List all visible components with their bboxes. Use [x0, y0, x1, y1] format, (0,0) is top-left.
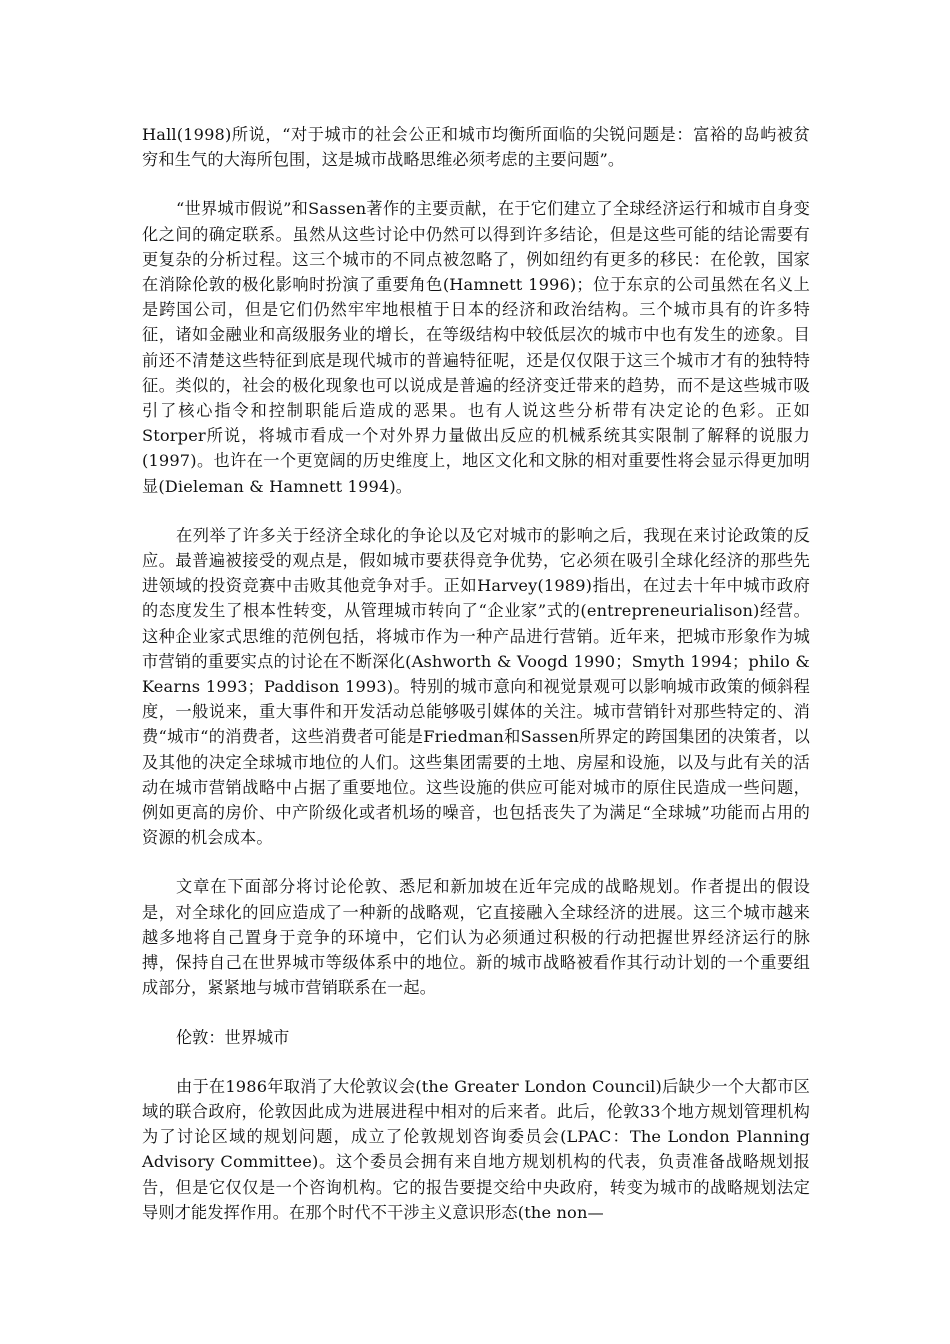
paragraph-gap — [142, 850, 810, 874]
paragraph-strategy-intro: 文章在下面部分将讨论伦敦、悉尼和新加坡在近年完成的战略规划。作者提出的假设是，对全球化的回应造成了一种新的战略观，它直接融入全球经济的进展。这三个城市越来越多地将自己置身于竞争的环境中，它们认为必须通过积极的行动把握世界经济运行的脉搏，保持自己在世界城市等级体系中的地位。新的城市战略被看作其行动计划的一个重要组成部分，紧紧地与城市营销联系在一起。 — [142, 877, 810, 998]
paragraph-world-city-hypothesis: “世界城市假说”和Sassen著作的主要贡献，在于它们建立了全球经济运行和城市自身变化之间的确定联系。虽然从这些讨论中仍然可以得到许多结论，但是这些可能的结论需要有更复杂的分析过程。这三个城市的不同点被忽略了，例如纽约有更多的移民：在伦敦，国家在消除伦敦的极化影响时扮演了重要角色(Hamnett 1996)；位于东京的公司虽然在名义上是跨国公司，但是它们仍然牢牢地根植于日本的经济和政治结构。三个城市具有的许多特征，诸如金融业和高级服务业的增长，在等级结构中较低层次的城市中也有发生的迹象。目前还不清楚这些特征到底是现代城市的普遍特征呢，还是仅仅限于这三个城市才有的独特特征。类似的，社会的极化现象也可以说成是普遍的经济变迁带来的趋势，而不是这些城市吸引了核心指令和控制职能后造成的恶果。也有人说这些分析带有决定论的色彩。正如Storper所说，将城市看成一个对外界力量做出反应的机械系统其实限制了解释的说服力(1997)。也许在一个更宽阔的历史维度上，地区文化和文脉的相对重要性将会显示得更加明显(Dieleman & Hamnett 1994)。 — [142, 199, 810, 496]
paragraph-gap — [142, 1050, 810, 1074]
paragraph-policy-response: 在列举了许多关于经济全球化的争论以及它对城市的影响之后，我现在来讨论政策的反应。最普遍被接受的观点是，假如城市要获得竞争优势，它必须在吸引全球化经济的那些先进领域的投资竞赛中击败其他竞争对手。正如Harvey(1989)指出，在过去十年中城市政府的态度发生了根本性转变，从管理城市转向了“企业家”式的(entrepreneurialison)经营。这种企业家式思维的范例包括，将城市作为一种产品进行营销。近年来，把城市形象作为城市营销的重要实点的讨论在不断深化(Ashworth & Voogd 1990；Smyth 1994；philo & Kearns 1993；Paddison 1993)。特别的城市意向和视觉景观可以影响城市政策的倾斜程度，一般说来，重大事件和开发活动总能够吸引媒体的关注。城市营销针对那些特定的、消费“城市“的消费者，这些消费者可能是Friedman和Sassen所界定的跨国集团的决策者，以及其他的决定全球城市地位的人们。这些集团需要的土地、房屋和设施，以及与此有关的活动在城市营销战略中占据了重要地位。这些设施的供应可能对城市的原住民造成一些问题，例如更高的房价、中产阶级化或者机场的噪音，也包括丧失了为满足“全球城”功能而占用的资源的机会成本。 — [142, 525, 810, 848]
section-heading-london: 伦敦：世界城市 — [176, 1027, 290, 1047]
paragraph-gap — [142, 172, 810, 196]
document-page — [142, 122, 810, 1225]
paragraph-london-lpac: 由于在1986年取消了大伦敦议会(the Greater London Council)后缺少一个大都市区域的联合政府，伦敦因此成为进展进程中相对的后来者。此后，伦敦33个地方规划管理机构为了讨论区域的规划问题，成立了伦敦规划咨询委员会(LPAC：The London Planning Advisory Committee)。这个委员会拥有来自地方规划机构的代表，负责准备战略规划报告，但是它仅仅是一个咨询机构。它的报告要提交给中央政府，转变为城市的战略规划法定导则才能发挥作用。在那个时代不干涉主义意识形态(the non— — [142, 1076, 810, 1222]
paragraph-hall-quote: Hall(1998)所说，“对于城市的社会公正和城市均衡所面临的尖锐问题是：富裕的岛屿被贫穷和生气的大海所包围，这是城市战略思维必须考虑的主要问题”。 — [142, 125, 810, 170]
paragraph-gap — [142, 499, 810, 523]
paragraph-gap — [142, 1001, 810, 1025]
